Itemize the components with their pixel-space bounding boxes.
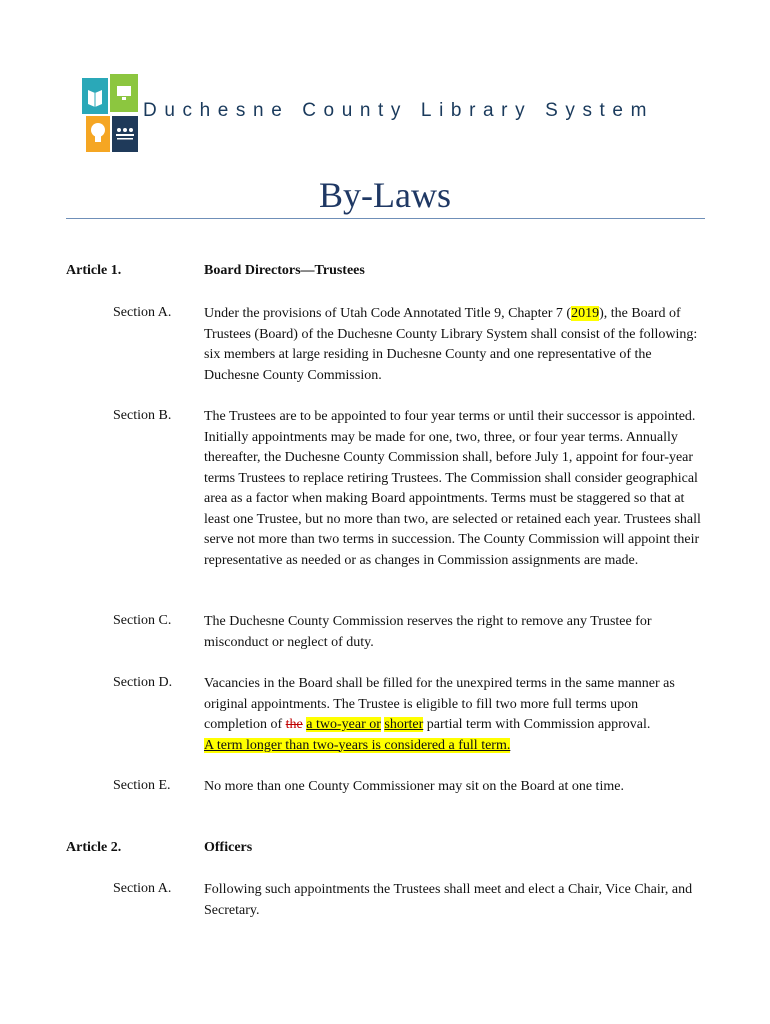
article-2-heading: Officers (204, 840, 253, 855)
struck-word: the (285, 717, 303, 732)
inserted-text: a two-year or (306, 717, 381, 732)
section-c-text: The Duchesne County Commission reserves the right to remove any Trustee for misconduct or neglect of duty. (204, 614, 652, 650)
lightbulb-icon (91, 123, 105, 137)
inserted-text: shorter (384, 717, 424, 732)
section-a-text: Under the provisions of Utah Code Annotated Title 9, Chapter 7 (2019), the Board of Trustees (Board) of the Duchesne County Library System shall consist of the following: six members at large residing in Duchesne County and one representative of the Duchesne County Commission. (204, 306, 698, 383)
section-d-label: Section D. (113, 675, 173, 690)
section-a-label: Section A. (113, 305, 172, 320)
article-2-section-a-label: Section A. (113, 881, 172, 896)
title-divider (66, 218, 705, 219)
article-1-label: Article 1. (66, 263, 122, 278)
article-2-section-a-text: Following such appointments the Trustees shall meet and elect a Chair, Vice Chair, and Secretary. (204, 882, 693, 918)
article-1-heading: Board Directors—Trustees (204, 263, 365, 278)
computer-icon (117, 86, 131, 96)
section-e-label: Section E. (113, 778, 171, 793)
year-highlight: 2019 (571, 306, 600, 321)
section-b-text: The Trustees are to be appointed to four year terms or until their successor is appointed. Initially appointments may be made for one, two, three, or four year terms. Annually thereafter, the Duchesne County Commission shall, before July 1, appoint for four-year terms Trustees to replace retiring Trustees. The Commission shall consider geographical area as a factor when making Board appointments. Terms must be staggered so that at least one Trustee, but no more than two, are selected or retained each year. Trustees shall serve not more than two terms in succession. The County Commission will appoint their representative as needed or as changes in Commission assignments are made. (204, 409, 701, 568)
article-2-label: Article 2. (66, 840, 122, 855)
page-title: By-Laws (319, 175, 451, 215)
org-name: Duchesne County Library System (143, 100, 655, 121)
section-d-text: Vacancies in the Board shall be filled for the unexpired terms in the same manner as original appointments. The Trustee is eligible to fill two more full terms upon completion of the a two-year or shorter partial term with Commission approval. A term longer than two-years is considered a full term. (204, 676, 675, 753)
section-e-text: No more than one County Commissioner may sit on the Board at one time. (204, 779, 624, 794)
library-logo (82, 74, 138, 154)
section-b-label: Section B. (113, 408, 172, 423)
section-c-label: Section C. (113, 613, 172, 628)
people-icon (117, 128, 121, 132)
inserted-sentence: A term longer than two-years is considered a full term. (204, 737, 511, 753)
